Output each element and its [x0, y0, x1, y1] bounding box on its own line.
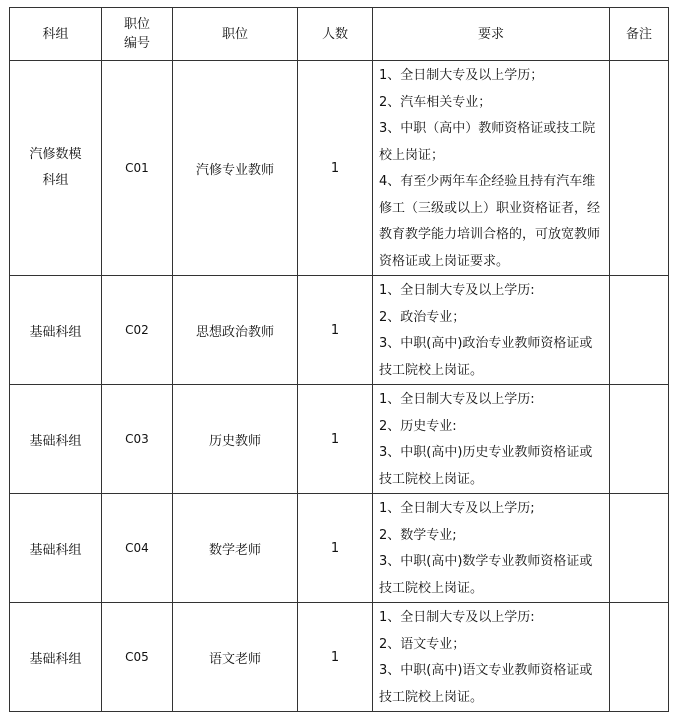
- count-cell: 1: [298, 276, 373, 385]
- requirement-line: 1、全日制大专及以上学历:: [379, 392, 535, 407]
- count-cell: 1: [298, 494, 373, 603]
- requirement-line: 4、有至少两年车企经验且持有汽车维修工（三级或以上）职业资格证者，经教育教学能力培训合格的，可放宽教师资格证或上岗证要求。: [379, 174, 601, 269]
- header-count: 人数: [298, 8, 373, 61]
- position-cell: 数学老师: [173, 494, 298, 603]
- table-row: [10, 603, 669, 712]
- requirement-line: 2、政治专业；: [379, 309, 466, 325]
- code-cell: C02: [102, 276, 173, 385]
- header-row: [10, 8, 669, 61]
- code-cell: C04: [102, 494, 173, 603]
- header-position: 职位: [173, 8, 298, 61]
- header-requirements: 要求: [373, 8, 610, 61]
- table-row: [10, 385, 669, 494]
- requirement-line: 3、中职(高中)历史专业教师资格证或技工院校上岗证。: [379, 445, 593, 487]
- group-cell: 基础科组: [10, 494, 102, 603]
- requirement-line: 2、语文专业；: [379, 636, 466, 652]
- table-header: [10, 8, 669, 61]
- header-code-text: 职位编号: [123, 17, 150, 51]
- requirement-line: 1、全日制大专及以上学历:: [379, 610, 535, 625]
- requirements-cell: [373, 276, 610, 385]
- table-row: [10, 494, 669, 603]
- group-cell: [10, 61, 102, 276]
- position-cell: 汽修专业教师: [173, 61, 298, 276]
- header-group: 科组: [10, 8, 102, 61]
- group-cell: 基础科组: [10, 276, 102, 385]
- remarks-cell: [610, 276, 669, 385]
- requirement-line: 2、汽车相关专业；: [379, 94, 492, 110]
- requirement-line: 2、历史专业:: [379, 418, 457, 434]
- count-cell: 1: [298, 603, 373, 712]
- requirements-cell: [373, 603, 610, 712]
- position-cell: 历史教师: [173, 385, 298, 494]
- requirements-cell: [373, 385, 610, 494]
- remarks-cell: [610, 603, 669, 712]
- code-cell: C05: [102, 603, 173, 712]
- requirement-line: 2、数学专业;: [379, 527, 457, 543]
- requirement-line: 1、全日制大专及以上学历:: [379, 283, 535, 298]
- remarks-cell: [610, 494, 669, 603]
- table-row: [10, 276, 669, 385]
- requirements-cell: [373, 494, 610, 603]
- code-cell: C03: [102, 385, 173, 494]
- job-table: [9, 7, 669, 712]
- group-cell: 基础科组: [10, 603, 102, 712]
- count-cell: 1: [298, 385, 373, 494]
- position-cell: 语文老师: [173, 603, 298, 712]
- remarks-cell: [610, 385, 669, 494]
- requirement-line: 1、全日制大专及以上学历；: [379, 68, 544, 83]
- header-remarks: 备注: [610, 8, 669, 61]
- position-cell: 思想政治教师: [173, 276, 298, 385]
- remarks-cell: [610, 61, 669, 276]
- table-row: [10, 61, 669, 276]
- code-cell: C01: [102, 61, 173, 276]
- group-text: 汽修数模科组: [29, 147, 82, 188]
- header-code: [102, 8, 173, 61]
- requirement-line: 3、中职(高中)语文专业教师资格证或技工院校上岗证。: [379, 663, 593, 705]
- requirement-line: 3、中职(高中)数学专业教师资格证或技工院校上岗证。: [379, 554, 593, 596]
- count-cell: 1: [298, 61, 373, 276]
- requirements-cell: [373, 61, 610, 276]
- requirement-line: 3、中职（高中）教师资格证或技工院校上岗证；: [379, 121, 596, 163]
- group-cell: 基础科组: [10, 385, 102, 494]
- requirement-line: 1、全日制大专及以上学历;: [379, 501, 535, 516]
- requirement-line: 3、中职(高中)政治专业教师资格证或技工院校上岗证。: [379, 336, 593, 378]
